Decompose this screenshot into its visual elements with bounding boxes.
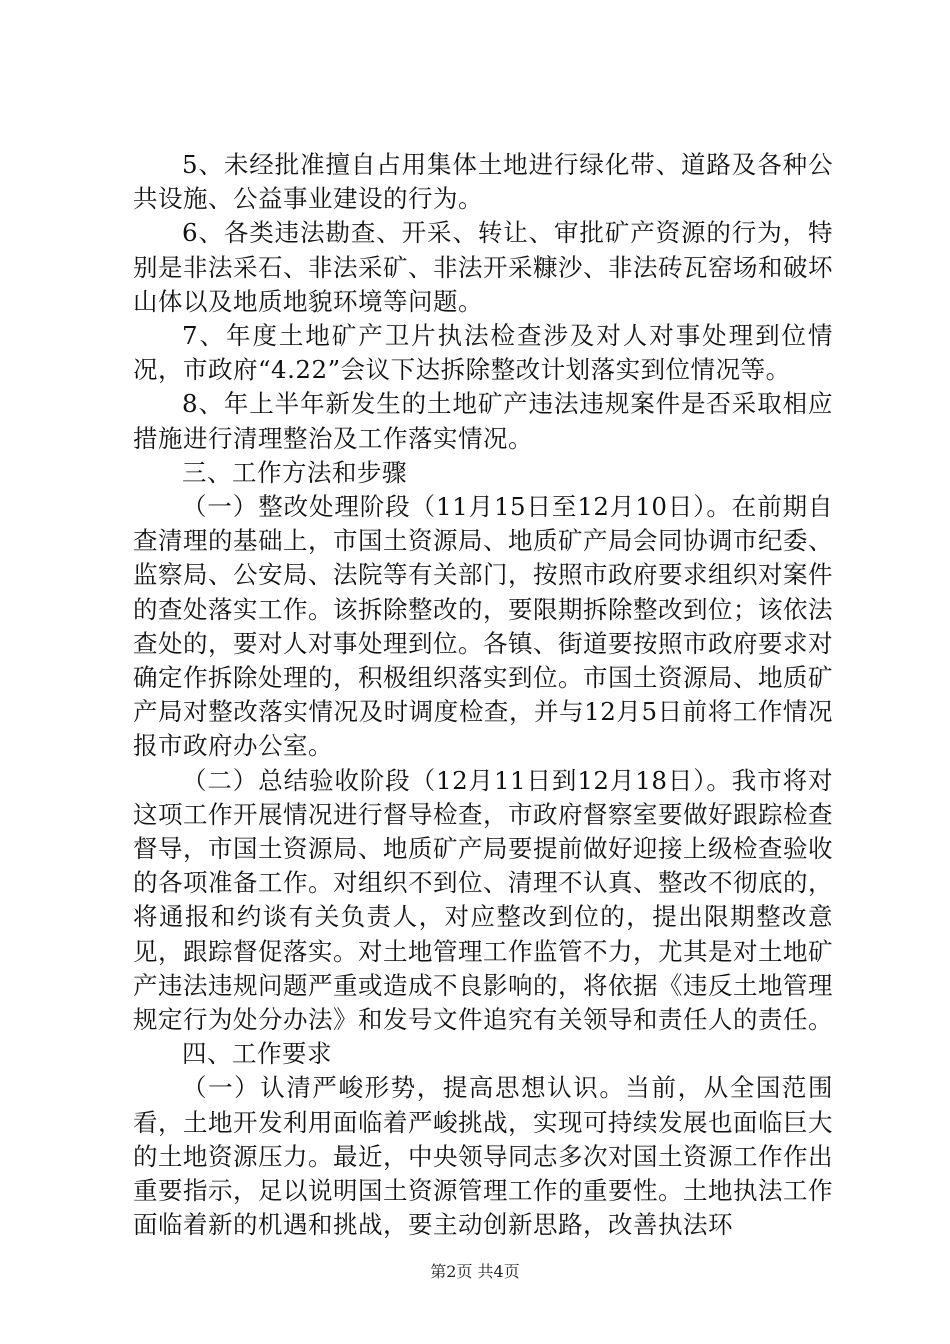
paragraph-awareness: （一）认清严峻形势，提高思想认识。当前，从全国范围看，土地开发利用面临着严峻挑战，实现可持续发展也面临巨大的土地资源压力。最近，中央领导同志多次对国土资源工作作出重要指示，足以说明国土资源管理工作的重要性。土地执法工作面临着新的机遇和挑战，要主动创新思路，改善执法环 <box>133 1073 833 1240</box>
page-footer: 第2页 共4页 <box>430 1262 520 1281</box>
section-heading-3: 三、工作方法和步骤 <box>182 457 407 487</box>
paragraph-item-6: 6、各类违法勘查、开采、转让、审批矿产资源的行为，特别是非法采石、非法采矿、非法开采糠沙、非法砖瓦窑场和破坏山体以及地质地貌环境等问题。 <box>133 218 833 316</box>
paragraph-item-5: 5、未经批准擅自占用集体土地进行绿化带、道路及各种公共设施、公益事业建设的行为。 <box>133 150 833 214</box>
paragraph-item-8: 8、年上半年新发生的土地矿产违法违规案件是否采取相应措施进行清理整治及工作落实情况。 <box>133 389 833 453</box>
paragraph-item-7: 7、年度土地矿产卫片执法检查涉及对人对事处理到位情况，市政府“4.22”会议下达拆除整改计划落实到位情况等。 <box>133 321 833 385</box>
document-body <box>133 148 833 1243</box>
paragraph-acceptance-phase: （二）总结验收阶段（12月11日到12月18日）。我市将对这项工作开展情况进行督导检查，市政府督察室要做好跟踪检查督导，市国土资源局、地质矿产局要提前做好迎接上级检查验收的各项准备工作。对组织不到位、清理不认真、整改不彻底的，将通报和约谈有关负责人，对应整改到位的，提出限期整改意见，跟踪督促落实。对土地管理工作监管不力，尤其是对土地矿产违法违规问题严重或造成不良影响的，将依据《违反土地管理规定行为处分办法》和发号文件追究有关领导和责任人的责任。 <box>133 765 833 1035</box>
paragraph-rectification-phase: （一）整改处理阶段（11月15日至12月10日）。在前期自查清理的基础上，市国土资源局、地质矿产局会同协调市纪委、监察局、公安局、法院等有关部门，按照市政府要求组织对案件的查处落实工作。该拆除整改的，要限期拆除整改到位；该依法查处的，要对人对事处理到位。各镇、街道要按照市政府要求对确定作拆除处理的，积极组织落实到位。市国土资源局、地质矿产局对整改落实情况及时调度检查，并与12月5日前将工作情况报市政府办公室。 <box>133 492 833 761</box>
section-heading-4: 四、工作要求 <box>182 1039 332 1069</box>
